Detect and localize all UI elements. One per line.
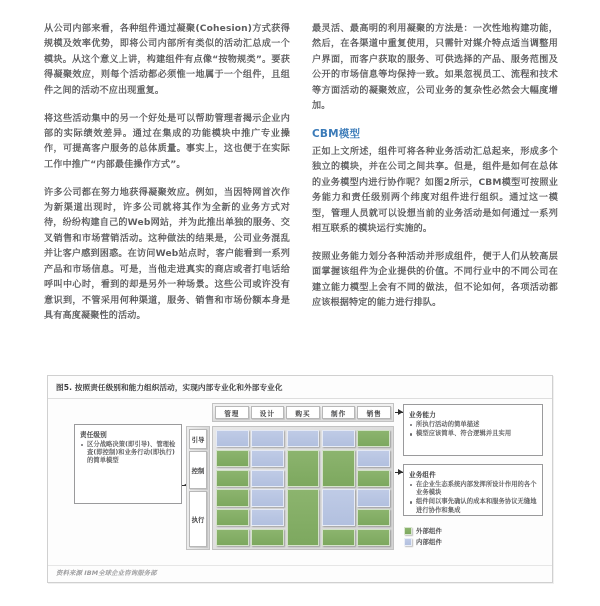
matrix-cell-ext-r5c1 [216, 509, 249, 526]
left-text-column [44, 22, 290, 324]
section-heading-cbm: CBM模型 [312, 127, 361, 140]
legend-label: 内部组件 [416, 538, 442, 546]
responsibility-level-1: 引导 [189, 429, 207, 449]
matrix-cell-ext-r6c1 [216, 529, 249, 546]
arrow-component-icon [398, 469, 403, 475]
matrix-cell-int-r4c4 [322, 489, 355, 526]
legend-item-2 [404, 537, 442, 546]
callout-business-component [403, 464, 543, 516]
callout-title: 业务能力 [409, 411, 436, 419]
capability-header-4: 制作 [322, 406, 356, 419]
matrix-cell-int-r1c1 [216, 430, 249, 447]
callout-title: 责任级别 [80, 431, 107, 439]
capability-header-1: 管理 [215, 406, 249, 419]
matrix-cell-int-r5c2 [251, 509, 284, 526]
figure-title: 图5. 按照责任级别和能力组织活动，实现内部专业化和外部专业化 [56, 383, 283, 392]
figure-title-divider [48, 398, 552, 399]
figure-source-divider [48, 565, 552, 566]
matrix-cell-ext-r4c1 [216, 489, 249, 506]
callout-bullet-list [80, 441, 176, 466]
callout-bullet: 组件间以事先确认的成本和服务协议无缝地进行协作和集成 [409, 498, 537, 514]
responsibility-level-2: 控制 [189, 451, 207, 489]
matrix-cell-ext-r4c3 [287, 489, 320, 546]
callout-bullet: 在企业生态系统内部发挥所设计作用的各个业务模块 [409, 481, 537, 497]
matrix-cell-ext-r5c5 [357, 509, 390, 526]
matrix-cell-ext-r3c5 [357, 470, 390, 487]
matrix-cell-int-r1c2 [251, 430, 284, 447]
matrix-cell-int-r3c2 [251, 470, 284, 487]
matrix-cell-int-r4c5 [357, 489, 390, 506]
callout-bullet-list [409, 421, 537, 439]
article-body [44, 22, 558, 324]
capability-header-5: 销售 [357, 406, 391, 419]
matrix-cell-ext-r3c1 [216, 470, 249, 487]
callout-bullet-list [409, 481, 537, 515]
matrix-cell-ext-r6c5 [357, 529, 390, 546]
legend-swatch-int [404, 538, 412, 546]
responsibility-level-3: 执行 [189, 491, 207, 547]
figure-legend [404, 526, 442, 548]
legend-item-1 [404, 526, 442, 535]
paragraph: 从公司内部来看，各种组件通过凝聚(Cohesion)方式获得规模及效率优势，即将公司内部所有类似的活动汇总成一个模块。从这个意义上讲，构建组件有点像“按物规类”。要获得凝聚效应，则每个活动都必须惟一地属于一个组件，且组件之间的活动不应出现重复。 [44, 24, 290, 96]
matrix-cell-int-r1c4 [322, 430, 355, 447]
callout-bullet: 模型应该简单、符合逻辑并且实用 [409, 430, 537, 438]
paragraph: 最灵活、最高明的利用凝聚的方法是：一次性地构建功能，然后，在各渠道中重复使用，只需针对媒介特点适当调整用户界面，而客户获取的服务、可供选择的产品、服务范围及公开的市场信息等均保持一致。如果忽视员工、流程和技术等方面活动的凝聚效应，公司业务的复杂性必然会大幅度增加。 [312, 24, 558, 112]
matrix-cell-ext-r6c4 [322, 529, 355, 546]
responsibility-level-strip [186, 426, 210, 550]
capability-header-2: 设计 [251, 406, 285, 419]
figure-container [47, 375, 553, 583]
callout-title: 业务组件 [409, 471, 436, 479]
legend-label: 外部组件 [416, 527, 442, 535]
paragraph: 正如上文所述，组件可将各种业务活动汇总起来，形成多个独立的模块，并在公司之间共享。但是，组件是如何在总体的业务模型内进行协作呢？如图2所示，CBM模型可按照业务能力和责任级别两个纬度对组件进行组织。通过这一模型，管理人员就可以设想当前的业务活动是如何通过一系列相互联系的模块运行实施的。 [312, 146, 558, 234]
right-text-column [312, 22, 558, 324]
callout-business-capability [403, 404, 543, 456]
figure-source: 资料来源 IBM全球企业咨询服务部 [56, 569, 157, 577]
paragraph: 许多公司都在努力地获得凝聚效应。例如，当因特网首次作为新渠道出现时，许多公司就将其作为全新的业务方式对待，纷纷构建自己的Web网站，并为此推出单独的服务、交叉销售和市场营销活动。这种做法的结果是，公司业务混乱并让客户感到困惑。在访问Web站点时，客户能看到一系列产品和市场信息。可是，当他走进真实的商店或者打电话给呼叫中心时，看到的却是另外一种场景。这些公司或许没有意识到，不管采用何种渠道，服务、销售和市场份额本身是具有高度凝聚性的活动。 [44, 187, 290, 321]
matrix-cell-ext-r6c2 [251, 529, 284, 546]
matrix-cell-int-r1c3 [287, 430, 320, 447]
callout-bullet: 区分战略决策(即引导)、管理检查(即控制)和业务行动(即执行)的简单模型 [80, 441, 176, 466]
capability-header-row [212, 403, 394, 422]
capability-header-3: 购买 [286, 406, 320, 419]
callout-responsibility-level [74, 424, 182, 504]
paragraph: 将这些活动集中的另一个好处是可以帮助管理者揭示企业内部的实际绩效差异。通过在集成的功能模块中推广专业操作，可提高客户服务的总体质量。事实上，这也便于在实际工作中推广“内部最佳操作方式”。 [44, 113, 290, 170]
callout-bullet: 所执行活动的简单描述 [409, 421, 537, 429]
arrow-capability-icon [398, 409, 403, 415]
matrix-cell-ext-r2c3 [287, 450, 320, 487]
matrix-cell-ext-r2c1 [216, 450, 249, 467]
matrix-cell-int-r2c5 [357, 450, 390, 467]
matrix-cell-int-r4c2 [251, 489, 284, 506]
matrix-cell-ext-r1c5 [357, 430, 390, 447]
component-matrix [212, 426, 394, 550]
legend-swatch-ext [404, 527, 412, 535]
matrix-cell-int-r2c2 [251, 450, 284, 467]
paragraph: 按照业务能力划分各种活动并形成组件，便于人们从较高层面掌握该组件为企业提供的价值。不同行业中的不同公司在建立能力模型上会有不同的做法，但不论如何，各项活动都应该根据特定的能力进行排队。 [312, 251, 558, 309]
matrix-cell-ext-r2c4 [322, 450, 355, 487]
